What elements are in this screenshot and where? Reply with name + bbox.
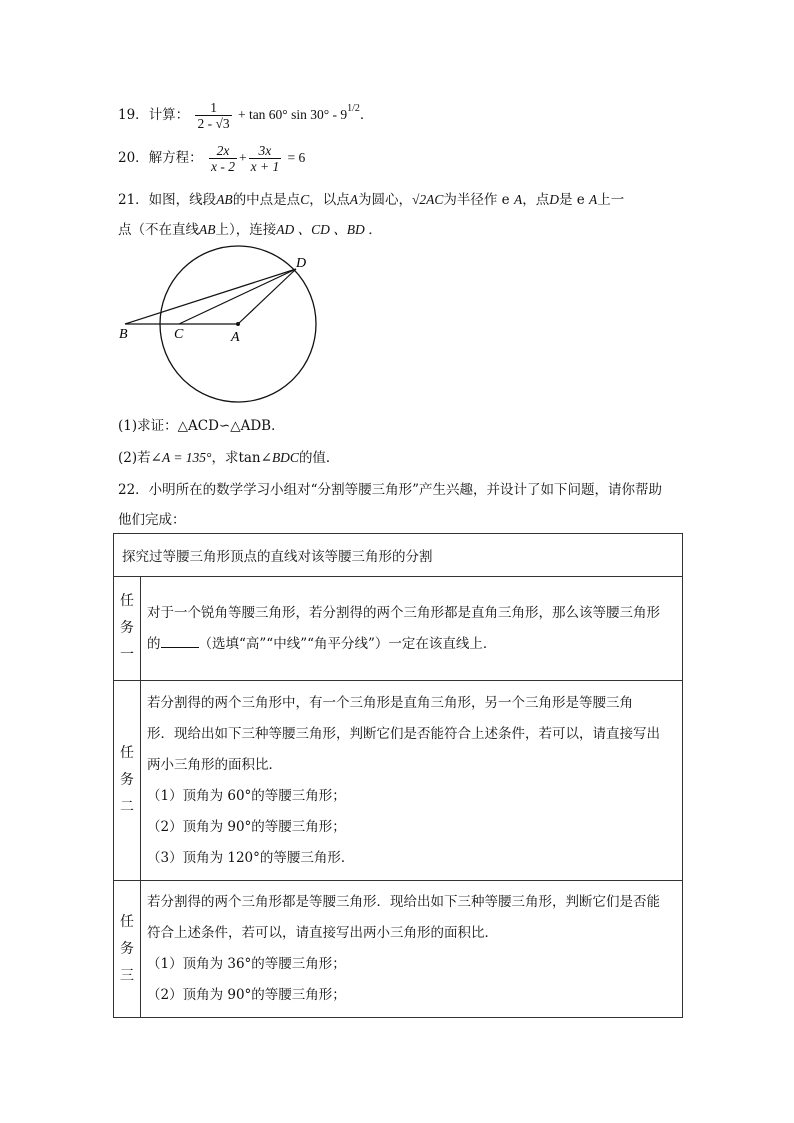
question-21-part-2: (2)若∠A = 135°，求tan∠BDC的值．: [118, 450, 340, 466]
center-point-a: [236, 322, 240, 326]
label-c: C: [174, 327, 184, 342]
segment-ad: [238, 269, 296, 324]
segment-cd: [179, 269, 296, 324]
question-20: 20．解方程： $\frac{2x}{x - 2}$ + $\frac{3x}{x + 1}$ = 6: [118, 143, 306, 174]
task-table: [113, 533, 683, 1018]
task-3-name: 任 务 三: [114, 881, 141, 1018]
task-1-name: 任 务 一: [114, 577, 141, 681]
q19-fraction: $\frac{1}{2 - √3}$: [197, 100, 230, 131]
task-1-body: 对于一个锐角等腰三角形，若分割得的两个三角形都是直角三角形，那么该等腰三角形 的 （选填“高”“中线”“角平分线”）一定在该直线上．: [141, 577, 683, 681]
label-d: D: [296, 256, 307, 271]
task-2-name: 任 务 二: [114, 681, 141, 881]
q20-number: 20．: [118, 150, 149, 166]
label-b: B: [119, 327, 128, 342]
q19-exponent: 1/2: [347, 103, 360, 114]
segment-bd: [125, 269, 296, 324]
q20-rhs: = 6: [287, 150, 306, 165]
answer-blank[interactable]: [161, 633, 199, 648]
q19-prefix: 计算：: [148, 107, 190, 123]
question-21-line-1: 21．如图，线段AB的中点是点C，以点A为圆心，√2AC为半径作 e A，点D是 e A上一: [118, 192, 625, 208]
question-22-line-2: 他们完成：: [118, 512, 186, 528]
question-22-line-1: 22．小明所在的数学学习小组对“分割等腰三角形”产生兴趣，并设计了如下问题，请你帮助: [118, 482, 662, 498]
q21-figure: [110, 245, 330, 405]
question-21-part-1: (1)求证：△ACD∽△ADB．: [118, 418, 285, 434]
question-19: 19．计算： $\frac{1}{2 - √3}$ + tan 60° $\sin 30^\circ - 9^{1/2}$．: [118, 100, 374, 131]
q19-number: 19．: [118, 107, 149, 123]
task-2-body: 若分割得的两个三角形中，有一个三角形是直角三角形，另一个三角形是等腰三角 形．现给出如下三种等腰三角形，判断它们是否能符合上述条件，若可以，请直接写出 两小三角形的面积比． （1）顶角为 60°的等腰三角形； （2）顶角为 90°的等腰三角形； （3）顶角为 120°的等腰三角形．: [141, 681, 683, 881]
q20-fraction-2: $\frac{3x}{x + 1}$: [250, 143, 280, 174]
q19-trig-term: + tan 60° sin 30° - 9: [237, 107, 348, 122]
task-3-body: 若分割得的两个三角形都是等腰三角形．现给出如下三种等腰三角形，判断它们是否能 符合上述条件，若可以，请直接写出两小三角形的面积比． （1）顶角为 36°的等腰三角形； （2）顶角为 90°的等腰三角形；: [141, 881, 683, 1018]
label-a: A: [231, 330, 240, 345]
task-table-header: 探究过等腰三角形顶点的直线对该等腰三角形的分割: [114, 534, 683, 577]
q20-fraction-1: $\frac{2x}{x - 2}$: [210, 143, 235, 174]
q20-prefix: 解方程：: [148, 150, 203, 166]
question-21-line-2: 点（不在直线AB上），连接AD 、CD 、BD ．: [118, 222, 382, 238]
